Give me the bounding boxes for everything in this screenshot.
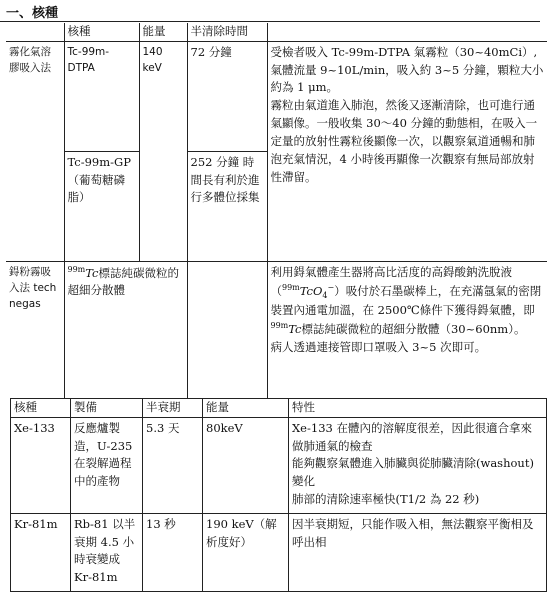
- desc-technegas-p2: 病人透過連接管即口罩吸入 3~5 次即可。: [270, 339, 487, 354]
- formula-subscript: 4: [322, 290, 328, 300]
- header2-prep: 製備: [71, 399, 143, 418]
- xe-trait-3: 肺部的清除速率極快(T1/2 為 22 秒): [292, 492, 480, 507]
- header-desc-blank: [267, 23, 547, 41]
- desc-symbol: Tc: [288, 321, 302, 336]
- table1-header-row: [6, 23, 547, 41]
- desc-aerosol-p2: 霧粒由氣道進入肺泡，然後又逐漸清除，也可進行通氣顯像。一般收集 30～40 分鐘的動態相，在吸入一定量的放射性霧粒後顯像一次，以觀察氣道通暢和肺泡充氣情況，4 小時後再顯像一次觀察有無局部放射性滯留。: [270, 98, 538, 184]
- formula-symbol: TcO: [299, 283, 323, 298]
- kr-energy: 190 keV（解析度好）: [203, 513, 289, 591]
- kr-half-life: 13 秒: [143, 513, 203, 591]
- xe-half-life: 5.3 天: [143, 417, 203, 513]
- header-blank-cell: [6, 23, 64, 41]
- nuclide-dtpa: Tc-99m-DTPA: [64, 41, 139, 151]
- nuclide-description: 標誌純碳微粒的超細分散體: [67, 265, 179, 298]
- xe-traits: [289, 417, 547, 513]
- half-clear-72: 72 分鐘: [187, 41, 267, 151]
- table2-header-row: [11, 399, 547, 418]
- table-row: [11, 513, 547, 591]
- header2-nuclide: 核種: [11, 399, 71, 418]
- xe-energy: 80keV: [203, 417, 289, 513]
- header-half-clear: 半清除時間: [187, 23, 267, 41]
- header2-half-life: 半衰期: [143, 399, 203, 418]
- nuclide-mass-number: 99m: [67, 264, 86, 274]
- header2-energy: 能量: [203, 399, 289, 418]
- half-clear-252: 252 分鐘 時間長有利於進行多體位採集: [187, 151, 267, 261]
- half-clear-technegas-blank: [187, 261, 267, 399]
- inhalation-methods-table: [6, 23, 547, 399]
- desc-technegas-part3: 標誌純碳微粒的超細分散體（30~60nm）。: [301, 321, 526, 336]
- desc-aerosol-p1: 受檢者吸入 Tc-99m-DTPA 氣霧粒（30~40mCi）,氣體流量 9~10L/min，吸入約 3~5 分鐘，顆粒大小約為 1 μm。: [270, 44, 544, 95]
- xe-trait-1: Xe-133 在體內的溶解度很差，因此很適合拿來做肺通氣的檢查: [292, 420, 532, 453]
- header-energy: 能量: [139, 23, 187, 41]
- formula-mass-number: 99m: [282, 282, 300, 292]
- table-row: [6, 261, 547, 399]
- table-row: [6, 41, 547, 151]
- formula-charge: −: [327, 282, 335, 292]
- xe-trait-2: 能夠觀察氣體進入肺臟與從肺臟清除(washout)變化: [292, 456, 534, 489]
- desc-technegas: [267, 261, 547, 399]
- desc-technegas-part2: ）吸付於石墨碳棒上，在充滿氬氣的密閉裝置內通電加溫，在 2500℃條件下獲得鍀氣體，即: [270, 283, 542, 318]
- header2-traits: 特性: [289, 399, 547, 418]
- kr-traits: [289, 513, 547, 591]
- nuclide-symbol: Tc: [85, 265, 99, 280]
- kr-prep: Rb-81 以半衰期 4.5 小時衰變成 Kr-81m: [71, 513, 143, 591]
- xe-prep: 反應爐製造，U-235 在裂解過程中的產物: [71, 417, 143, 513]
- method-aerosol: 霧化氣溶膠吸入法: [6, 41, 64, 261]
- kr-nuclide: Kr-81m: [11, 513, 71, 591]
- desc-technegas-part1: 利用鍀氣體產生器將高比活度的高鍀酸鈉洗脫液（: [270, 264, 512, 298]
- nuclide-gp: Tc-99m-GP（葡萄糖磷脂）: [64, 151, 139, 261]
- section-heading: 一、核種: [6, 6, 59, 21]
- nuclide-technegas: [64, 261, 187, 399]
- desc-aerosol: [267, 41, 547, 261]
- energy-140: 140 keV: [139, 41, 187, 261]
- header-nuclide: 核種: [64, 23, 139, 41]
- gas-nuclides-table: [10, 398, 547, 592]
- xe-nuclide: Xe-133: [11, 417, 71, 513]
- table-row: [11, 417, 547, 513]
- method-technegas: 鍀粉霧吸入法 technegas: [6, 261, 64, 399]
- kr-trait-1: 因半衰期短，只能作吸入相，無法觀察平衡相及呼出相: [292, 516, 534, 549]
- heading-rule: [0, 21, 540, 22]
- desc-mass-number: 99m: [270, 320, 289, 330]
